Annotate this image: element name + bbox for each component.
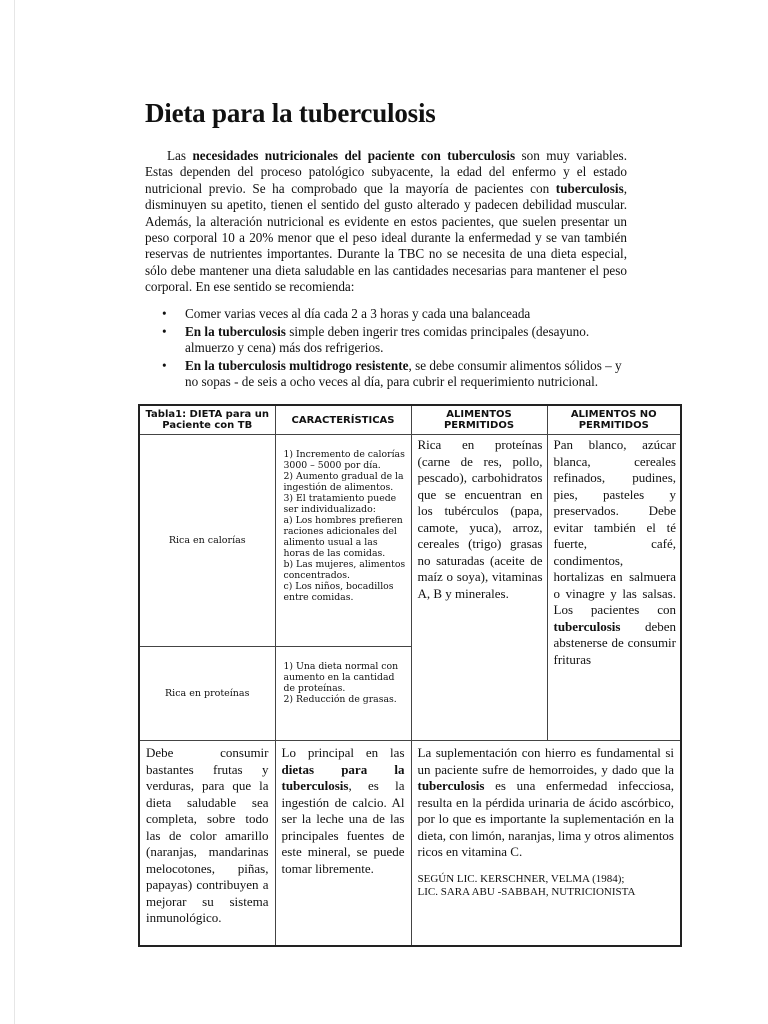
calcium-text-2: , es la ingestión de calcio. Al ser la leche una de las principales fuentes de este mineral, se puede tomar libremente. [281, 778, 405, 876]
list-item [145, 358, 633, 391]
table-header-row [139, 405, 681, 435]
intro-bold-2: tuberculosis [555, 180, 624, 196]
bullet-bold-3: En la tuberculosis multidrogo resistente [185, 357, 409, 373]
source-line-2: LIC. SARA ABU -SABBAH, NUTRICIONISTA [417, 886, 636, 898]
bullet-text-1: Comer varias veces al día cada 2 a 3 horas y cada una balanceada [185, 306, 531, 321]
table-row [139, 435, 681, 647]
intro-bold-1: necesidades nutricionales del paciente con tuberculosis [192, 148, 516, 163]
bullet-text-2: simple deben ingerir tres comidas principales (desayuno. almuerzo y cena) más dos refrigerios. [185, 323, 590, 356]
char-item: 2) Aumento gradual de la ingestión de alimentos. [283, 471, 404, 493]
iron-bold: tuberculosis [417, 778, 485, 793]
page-left-edge [14, 0, 15, 1024]
calcium-note [275, 741, 411, 947]
calories-characteristics [275, 435, 411, 647]
char-item: a) Los hombres prefieren raciones adicionales del alimento usual a las horas de las comidas. [283, 515, 403, 559]
char-item: 3) El tratamiento puede ser individualizado: [283, 493, 397, 515]
calcium-text-1: Lo principal en las [281, 745, 405, 760]
intro-text-3: , disminuyen su apetito, tienen el sentido del gusto alterado y padecen debilidad muscular. Además, la alteración nutricional es evidente en estos pacientes, que suelen presentar un peso corporal 10 a 20% menor que el peso ideal durante la enfermedad y se van también reservas de nutrientes importantes. Durante la TBC no se necesita de una dieta especial, sólo debe mantener una dieta saludable en las cantidades necesarias para mantener el peso corporal. En ese sentido se recomienda: [145, 180, 627, 295]
source-citation [418, 873, 675, 900]
header-characteristics: CARACTERÍSTICAS [275, 405, 411, 435]
not-permitted-foods [547, 435, 681, 741]
calcium-bold: dietas para la tuberculosis [281, 761, 405, 793]
row-label-proteins: Rica en proteínas [139, 647, 275, 741]
diet-table [138, 404, 682, 947]
recommendation-list [145, 306, 633, 392]
iron-text-1: La suplementación con hierro es fundamental si un paciente sufre de hemorroides, y dado que la [417, 745, 674, 777]
char-item: 1) Una dieta normal con aumento en la cantidad de proteínas. [283, 661, 399, 694]
page-title: Dieta para la tuberculosis [145, 98, 436, 128]
fruits-note: Debe consumir bastantes frutas y verduras, para que la dieta saludable sea completa, sobre todo las de color amarillo (naranjas, mandarinas melocotones, piñas, papayas) contribuyen a mejorar su sistema inmunológico. [139, 741, 275, 947]
table-row [139, 741, 681, 947]
bullet-text-3: , se debe consumir alimentos sólidos – y no sopas - de seis a ocho veces al día, para cubrir el requerimiento nutricional. [185, 357, 622, 390]
iron-note [411, 741, 681, 947]
char-item: c) Los niños, bocadillos entre comidas. [283, 581, 394, 603]
permitted-foods: Rica en proteínas (carne de res, pollo, pescado), carbohidratos que se encuentran en los tubérculos (papa, camote, yuca), arroz, cereales (trigo) grasas no saturadas (aceite de maíz o soya), vitaminas A, B y minerales. [411, 435, 547, 741]
header-table-title: Tabla1: DIETA para un Paciente con TB [139, 405, 275, 435]
iron-text-2: es una enfermedad infecciosa, resulta en la pérdida urinaria de ácido ascórbico, por lo que es importante la suplementación en la dieta, con limón, naranjas, lima y otros alimentos ricos en vitamina C. [417, 778, 674, 859]
char-item: 1) Incremento de calorías 3000 – 5000 por día. [283, 449, 405, 471]
not-permitted-bold: tuberculosis [553, 618, 621, 634]
not-permitted-text-1: Pan blanco, azúcar blanca, cereales refinados, pudines, pies, pasteles y preservados. Debe evitar también el té fuerte, café, condimentos, hortalizas en salmuera o vinagre y las salsas. Los pacientes con [553, 437, 676, 617]
char-item: b) Las mujeres, alimentos concentrados. [283, 559, 406, 581]
not-permitted-text-2: deben abstenerse de consumir frituras [553, 618, 676, 667]
list-item [145, 324, 633, 357]
header-permitted: ALIMENTOS PERMITIDOS [411, 405, 547, 435]
intro-text-2: son muy variables. Estas dependen del proceso patológico subyacente, la edad del enfermo y el estado nutricional previo. Se ha comprobado que la mayoría de pacientes con [145, 148, 627, 196]
header-not-permitted: ALIMENTOS NO PERMITIDOS [547, 405, 681, 435]
char-item: 2) Reducción de grasas. [283, 694, 397, 705]
row-label-calories: Rica en calorías [139, 435, 275, 647]
source-line-1: SEGÚN LIC. KERSCHNER, VELMA (1984); [417, 872, 625, 885]
intro-text-1: Las [167, 148, 193, 163]
bullet-bold-2: En la tuberculosis [185, 323, 286, 339]
list-item [145, 306, 633, 323]
intro-paragraph [145, 148, 627, 296]
proteins-characteristics [275, 647, 411, 741]
